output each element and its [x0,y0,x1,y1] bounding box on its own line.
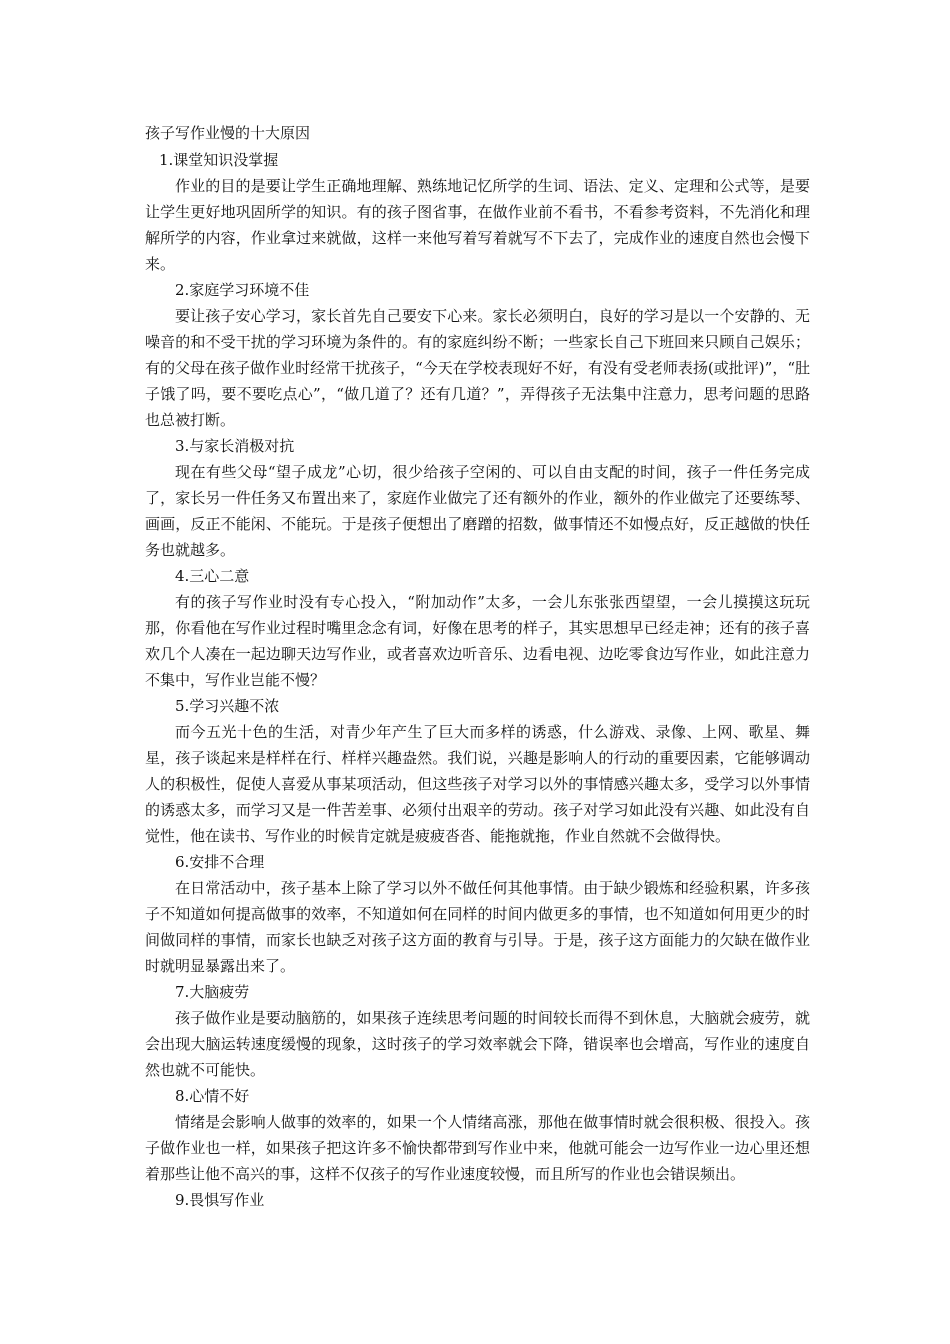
section-heading-8: 8.心情不好 [175,1087,250,1105]
section-heading-1: 1.课堂知识没掌握 [159,151,279,169]
section-body-2: 要让孩子安心学习，家长首先自己要安下心来。家长必须明白，良好的学习是以一个安静的、无噪音的和不受干扰的学习环境为条件的。有的家庭纠纷不断；一些家长自己下班回来只顾自己娱乐；有的父母在孩子做作业时经常干扰孩子，“今天在学校表现好不好，有没有受老师表扬(或批评)”，“肚子饿了吗，要不要吃点心”，“做几道了？还有几道？”，弄得孩子无法集中注意力，思考问题的思路也总被打断。 [145,307,810,429]
section-body-4: 有的孩子写作业时没有专心投入，“附加动作”太多，一会儿东张张西望望，一会儿摸摸这玩玩那，你看他在写作业过程时嘴里念念有词，好像在思考的样子，其实思想早已经走神；还有的孩子喜欢几个人凑在一起边聊天边写作业，或者喜欢边听音乐、边看电视、边吃零食边写作业，如此注意力不集中，写作业岂能不慢？ [145,593,810,689]
section-body-6: 在日常活动中，孩子基本上除了学习以外不做任何其他事情。由于缺少锻炼和经验积累，许多孩子不知道如何提高做事的效率，不知道如何在同样的时间内做更多的事情，也不知道如何用更少的时间做同样的事情，而家长也缺乏对孩子这方面的教育与引导。于是，孩子这方面能力的欠缺在做作业时就明显暴露出来了。 [145,879,810,975]
document-page [145,120,810,1213]
section-body-7: 孩子做作业是要动脑筋的，如果孩子连续思考问题的时间较长而得不到休息，大脑就会疲劳，就会出现大脑运转速度缓慢的现象，这时孩子的学习效率就会下降，错误率也会增高，写作业的速度自然也就不可能快。 [145,1009,810,1079]
section-heading-5: 5.学习兴趣不浓 [175,697,280,715]
section-heading-4: 4.三心二意 [175,567,250,585]
document-title: 孩子写作业慢的十大原因 [145,124,311,142]
section-heading-9: 9.畏惧写作业 [175,1191,265,1209]
section-heading-3: 3.与家长消极对抗 [175,437,295,455]
section-heading-6: 6.安排不合理 [175,853,265,871]
section-heading-2: 2.家庭学习环境不佳 [175,281,310,299]
section-heading-7: 7.大脑疲劳 [175,983,250,1001]
section-body-5: 而今五光十色的生活，对青少年产生了巨大而多样的诱惑，什么游戏、录像、上网、歌星、舞星，孩子谈起来是样样在行、样样兴趣盎然。我们说，兴趣是影响人的行动的重要因素，它能够调动人的积极性，促使人喜爱从事某项活动，但这些孩子对学习以外的事情感兴趣太多，受学习以外事情的诱惑太多，而学习又是一件苦差事、必须付出艰辛的劳动。孩子对学习如此没有兴趣、如此没有自觉性，他在读书、写作业的时候肯定就是疲疲沓沓、能拖就拖，作业自然就不会做得快。 [145,723,810,845]
section-body-8: 情绪是会影响人做事的效率的，如果一个人情绪高涨，那他在做事情时就会很积极、很投入。孩子做作业也一样，如果孩子把这许多不愉快都带到写作业中来，他就可能会一边写作业一边心里还想着那些让他不高兴的事，这样不仅孩子的写作业速度较慢，而且所写的作业也会错误频出。 [145,1113,810,1183]
section-body-1: 作业的目的是要让学生正确地理解、熟练地记忆所学的生词、语法、定义、定理和公式等，是要让学生更好地巩固所学的知识。有的孩子图省事，在做作业前不看书，不看参考资料，不先消化和理解所学的内容，作业拿过来就做，这样一来他写着写着就写不下去了，完成作业的速度自然也会慢下来。 [145,177,810,273]
section-body-3: 现在有些父母“望子成龙”心切，很少给孩子空闲的、可以自由支配的时间，孩子一件任务完成了，家长另一件任务又布置出来了，家庭作业做完了还有额外的作业，额外的作业做完了还要练琴、画画，反正不能闲、不能玩。于是孩子便想出了磨蹭的招数，做事情还不如慢点好，反正越做的快任务也就越多。 [145,463,810,559]
